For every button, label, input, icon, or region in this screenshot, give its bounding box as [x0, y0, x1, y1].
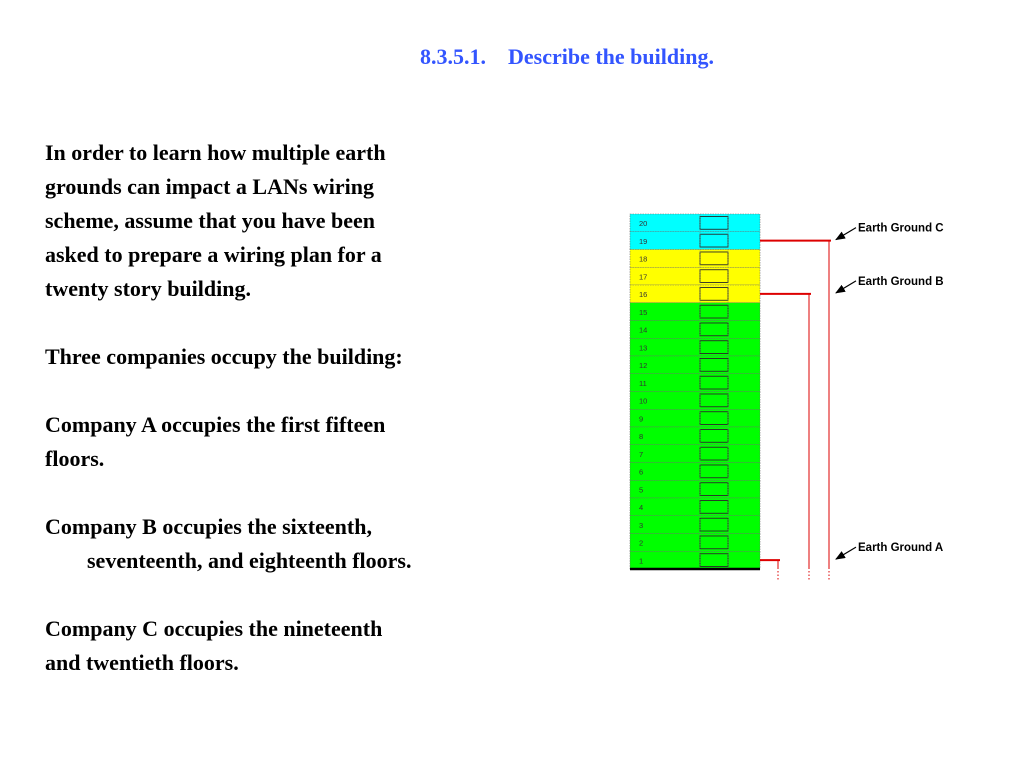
- floor-band: [630, 516, 760, 534]
- floor-band: [630, 551, 760, 569]
- building-diagram: [600, 200, 1000, 600]
- floor-band: [630, 232, 760, 250]
- company-c-paragraph: [45, 612, 525, 680]
- floor-3: [630, 516, 760, 534]
- intro-line: scheme, assume that you have been: [45, 208, 375, 233]
- earth-ground-label: Earth Ground C: [858, 222, 944, 235]
- ground-lines-layer: [760, 241, 831, 580]
- floor-number-label: 19: [639, 236, 648, 246]
- company-a-paragraph: [45, 408, 525, 476]
- floor-number-label: 15: [639, 307, 648, 317]
- floor-number-label: 2: [639, 538, 644, 548]
- floor-5: [630, 480, 760, 498]
- label-arrow: [836, 547, 856, 559]
- floor-number-label: 5: [639, 485, 644, 495]
- floor-13: [630, 338, 760, 356]
- intro-line: grounds can impact a LANs wiring: [45, 174, 375, 199]
- floor-1: [630, 551, 760, 569]
- floor-band: [630, 427, 760, 445]
- floor-19: [630, 232, 760, 250]
- floor-band: [630, 356, 760, 374]
- floor-number-label: 6: [639, 467, 644, 477]
- floor-band: [630, 480, 760, 498]
- floor-number-label: 9: [639, 414, 644, 424]
- label-arrow: [836, 228, 856, 240]
- intro-line: asked to prepare a wiring plan for a: [45, 242, 382, 267]
- floor-9: [630, 409, 760, 427]
- body-text: [45, 136, 525, 714]
- earth-ground-label: Earth Ground A: [858, 542, 944, 555]
- floor-7: [630, 445, 760, 463]
- companies-intro: Three companies occupy the building:: [45, 344, 403, 369]
- floor-2: [630, 534, 760, 552]
- company-c-line: Company C occupies the nineteenth: [45, 616, 383, 641]
- floor-number-label: 12: [639, 361, 648, 371]
- floor-16: [630, 285, 760, 303]
- intro-line: In order to learn how multiple earth: [45, 140, 386, 165]
- floor-20: [630, 214, 760, 232]
- intro-line: twenty story building.: [45, 276, 251, 301]
- slide-title: 8.3.5.1. Describe the building.: [420, 44, 714, 69]
- floor-band: [630, 498, 760, 516]
- floor-band: [630, 267, 760, 285]
- floor-band: [630, 445, 760, 463]
- intro-paragraph: [45, 136, 525, 306]
- floor-number-label: 14: [639, 325, 648, 335]
- floor-band: [630, 250, 760, 268]
- company-b-paragraph: [45, 510, 525, 578]
- floor-band: [630, 392, 760, 410]
- floor-number-label: 8: [639, 432, 644, 442]
- floor-band: [630, 338, 760, 356]
- floor-10: [630, 392, 760, 410]
- company-a-line: Company A occupies the first fifteen: [45, 412, 386, 437]
- floor-11: [630, 374, 760, 392]
- company-c-line: and twentieth floors.: [45, 650, 239, 675]
- floor-band: [630, 463, 760, 481]
- floor-number-label: 17: [639, 272, 648, 282]
- floor-number-label: 18: [639, 254, 648, 264]
- floor-band: [630, 285, 760, 303]
- floors-layer: [630, 214, 760, 569]
- floor-number-label: 10: [639, 396, 648, 406]
- floor-band: [630, 409, 760, 427]
- floor-number-label: 20: [639, 219, 648, 229]
- floor-6: [630, 463, 760, 481]
- floor-number-label: 16: [639, 290, 648, 300]
- floor-17: [630, 267, 760, 285]
- building-diagram-svg: [600, 200, 1000, 600]
- label-arrow: [836, 281, 856, 293]
- floor-number-label: 11: [639, 378, 647, 388]
- floor-14: [630, 321, 760, 339]
- company-a-line: floors.: [45, 446, 105, 471]
- floor-band: [630, 534, 760, 552]
- company-b-line: seventeenth, and eighteenth floors.: [87, 548, 412, 573]
- floor-4: [630, 498, 760, 516]
- floor-number-label: 4: [639, 503, 644, 513]
- floor-number-label: 1: [639, 556, 644, 566]
- labels-layer: [836, 223, 944, 560]
- floor-15: [630, 303, 760, 321]
- floor-8: [630, 427, 760, 445]
- floor-12: [630, 356, 760, 374]
- floor-band: [630, 321, 760, 339]
- earth-ground-label: Earth Ground B: [858, 275, 944, 288]
- floor-band: [630, 374, 760, 392]
- floor-number-label: 13: [639, 343, 648, 353]
- company-b-line: Company B occupies the sixteenth,: [45, 514, 372, 539]
- floor-band: [630, 303, 760, 321]
- floor-18: [630, 250, 760, 268]
- floor-number-label: 7: [639, 449, 644, 459]
- floor-band: [630, 214, 760, 232]
- floor-number-label: 3: [639, 520, 644, 530]
